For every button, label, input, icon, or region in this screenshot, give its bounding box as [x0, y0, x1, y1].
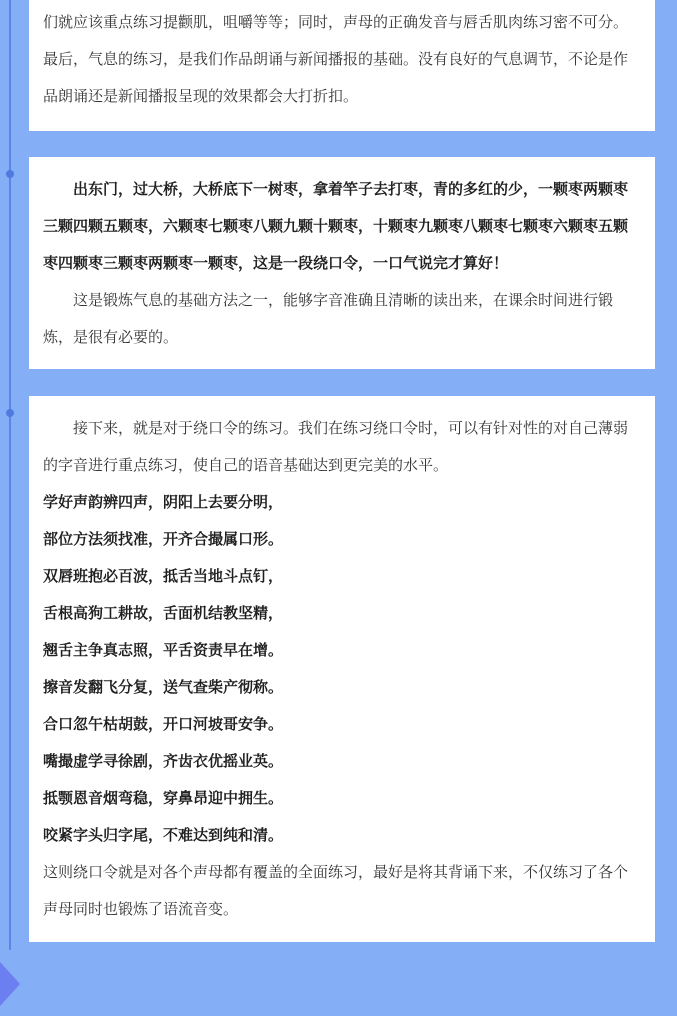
tongue-twister-text: 出东门，过大桥，大桥底下一树枣，拿着竿子去打枣，青的多红的少，一颗枣两颗枣三颗四颗五颗枣，六颗枣七颗枣八颗九颗十颗枣，十颗枣九颗枣八颗枣七颗枣六颗枣五颗枣四颗枣三颗枣两颗枣一颗枣，这是一段绕口令，一口气说完才算好！ — [43, 180, 629, 272]
timeline-dot — [6, 170, 14, 178]
conclusion-text: 这则绕口令就是对各个声母都有覆盖的全面练习，最好是将其背诵下来，不仅练习了各个声母同时也锻炼了语流音变。 — [43, 863, 629, 918]
explanation-text: 这是锻炼气息的基础方法之一，能够字音准确且清晰的读出来，在课余时间进行锻炼，是很有必要的。 — [43, 291, 614, 346]
timeline-line — [9, 0, 11, 950]
timeline-dot — [6, 409, 14, 417]
article-card-breath-practice — [29, 157, 655, 369]
verse-line: 擦音发翻飞分复，送气查柴产彻称。 — [43, 678, 284, 696]
verse-line: 部位方法须找准，开齐合撮属口形。 — [43, 530, 284, 548]
corner-triangle-decoration — [0, 962, 20, 1006]
paragraph-text: 们就应该重点练习提颧肌，咀嚼等等；同时，声母的正确发音与唇舌肌肉练习密不可分。最后，气息的练习，是我们作品朗诵与新闻播报的基础。没有良好的气息调节，不论是作品朗诵还是新闻播报呈现的效果都会大打折扣。 — [43, 13, 629, 105]
verse-line: 学好声韵辨四声，阴阳上去要分明， — [43, 493, 284, 511]
article-card-continuation — [29, 0, 655, 131]
intro-text: 接下来，就是对于绕口令的练习。我们在练习绕口令时，可以有针对性的对自己薄弱的字音进行重点练习，使自己的语音基础达到更完美的水平。 — [43, 419, 629, 474]
verse-line: 嘴撮虚学寻徐剧，齐齿衣优摇业英。 — [43, 752, 284, 770]
verse-line: 翘舌主争真志照，平舌资责早在增。 — [43, 641, 284, 659]
verse-line: 咬紧字头归字尾，不难达到纯和清。 — [43, 826, 284, 844]
article-card-tongue-twister-practice — [29, 396, 655, 942]
verse-line: 合口忽午枯胡鼓，开口河坡哥安争。 — [43, 715, 284, 733]
verse-line: 舌根高狗工耕故，舌面机结教坚精， — [43, 604, 284, 622]
verse-line: 双唇班抱必百波，抵舌当地斗点钉， — [43, 567, 284, 585]
verse-line: 抵颚恩音烟弯稳，穿鼻昂迎中拥生。 — [43, 789, 284, 807]
